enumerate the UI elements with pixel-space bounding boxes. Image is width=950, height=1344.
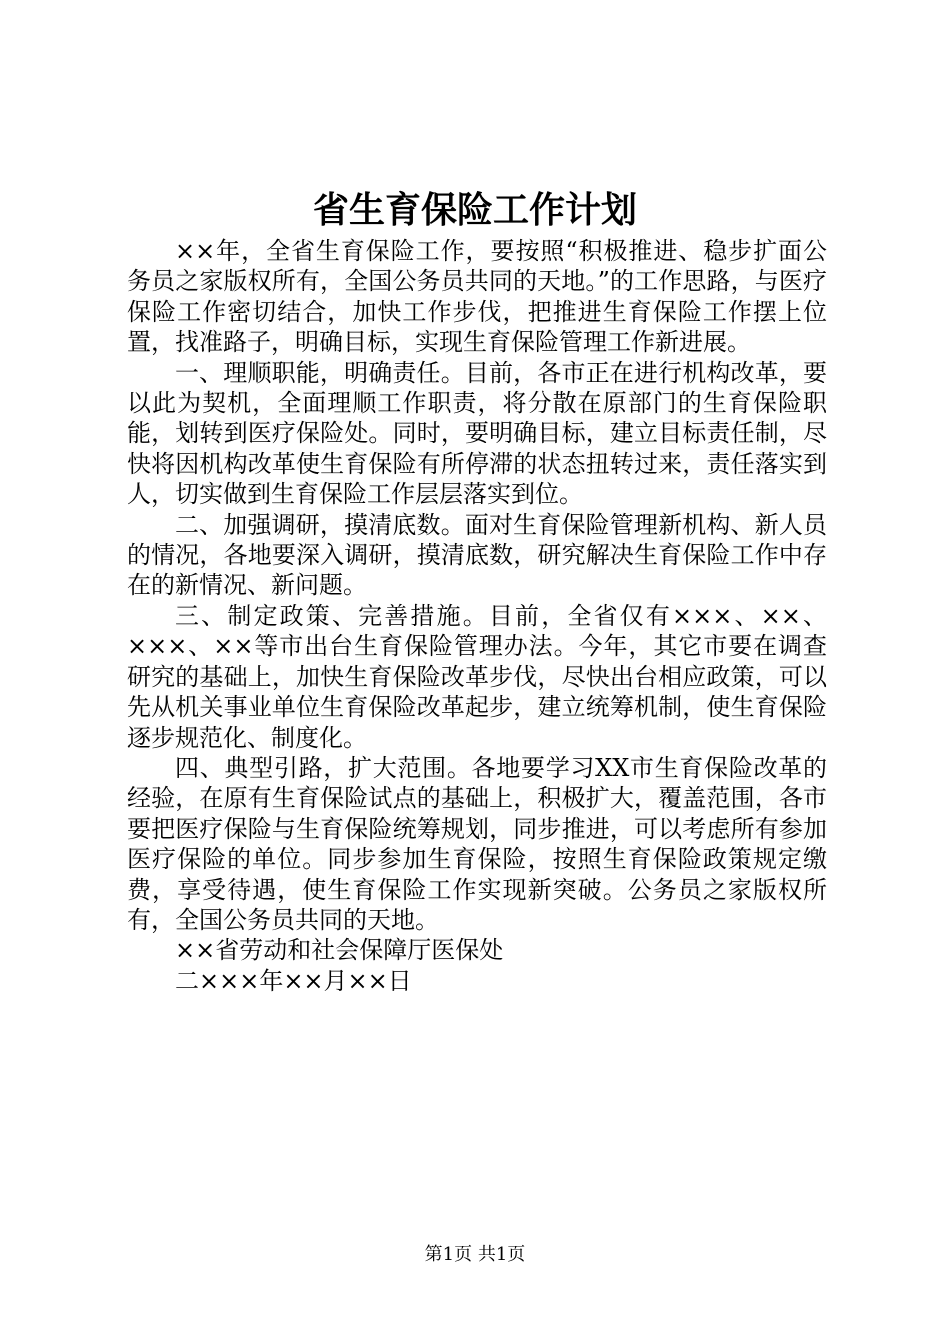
document-body: [127, 236, 827, 996]
page-number: 第1页 共1页: [424, 1244, 526, 1265]
signature-organization: ××省劳动和社会保障厅医保处: [175, 936, 504, 965]
paragraph-section-2: 二、加强调研，摸清底数。面对生育保险管理新机构、新人员的情况，各地要深入调研，摸清底数，研究解决生育保险工作中存在的新情况、新问题。: [127, 510, 827, 600]
signature-date: 二×××年××月××日: [175, 966, 412, 995]
document-title: 省生育保险工作计划: [312, 189, 637, 231]
paragraph-section-3: 三、制定政策、完善措施。目前，全省仅有×××、××、×××、××等市出台生育保险管理办法。今年，其它市要在调查研究的基础上，加快生育保险改革步伐，尽快出台相应政策，可以先从机关事业单位生育保险改革起步，建立统筹机制，使生育保险逐步规范化、制度化。: [127, 601, 827, 752]
paragraph-intro: ××年，全省生育保险工作，要按照“积极推进、稳步扩面公务员之家版权所有，全国公务员共同的天地。”的工作思路，与医疗保险工作密切结合，加快工作步伐，把推进生育保险工作摆上位置，找准路子，明确目标，实现生育保险管理工作新进展。: [127, 237, 827, 357]
paragraph-section-4: 四、典型引路，扩大范围。各地要学习XX市生育保险改革的经验，在原有生育保险试点的基础上，积极扩大，覆盖范围，各市要把医疗保险与生育保险统筹规划，同步推进，可以考虑所有参加医疗保险的单位。同步参加生育保险，按照生育保险政策规定缴费，享受待遇，使生育保险工作实现新突破。公务员之家版权所有，全国公务员共同的天地。: [127, 753, 827, 934]
paragraph-section-1: 一、理顺职能，明确责任。目前，各市正在进行机构改革，要以此为契机，全面理顺工作职责，将分散在原部门的生育保险职能，划转到医疗保险处。同时，要明确目标，建立目标责任制，尽快将因机构改革使生育保险有所停滞的状态扭转过来，责任落实到人，切实做到生育保险工作层层落实到位。: [127, 358, 827, 509]
